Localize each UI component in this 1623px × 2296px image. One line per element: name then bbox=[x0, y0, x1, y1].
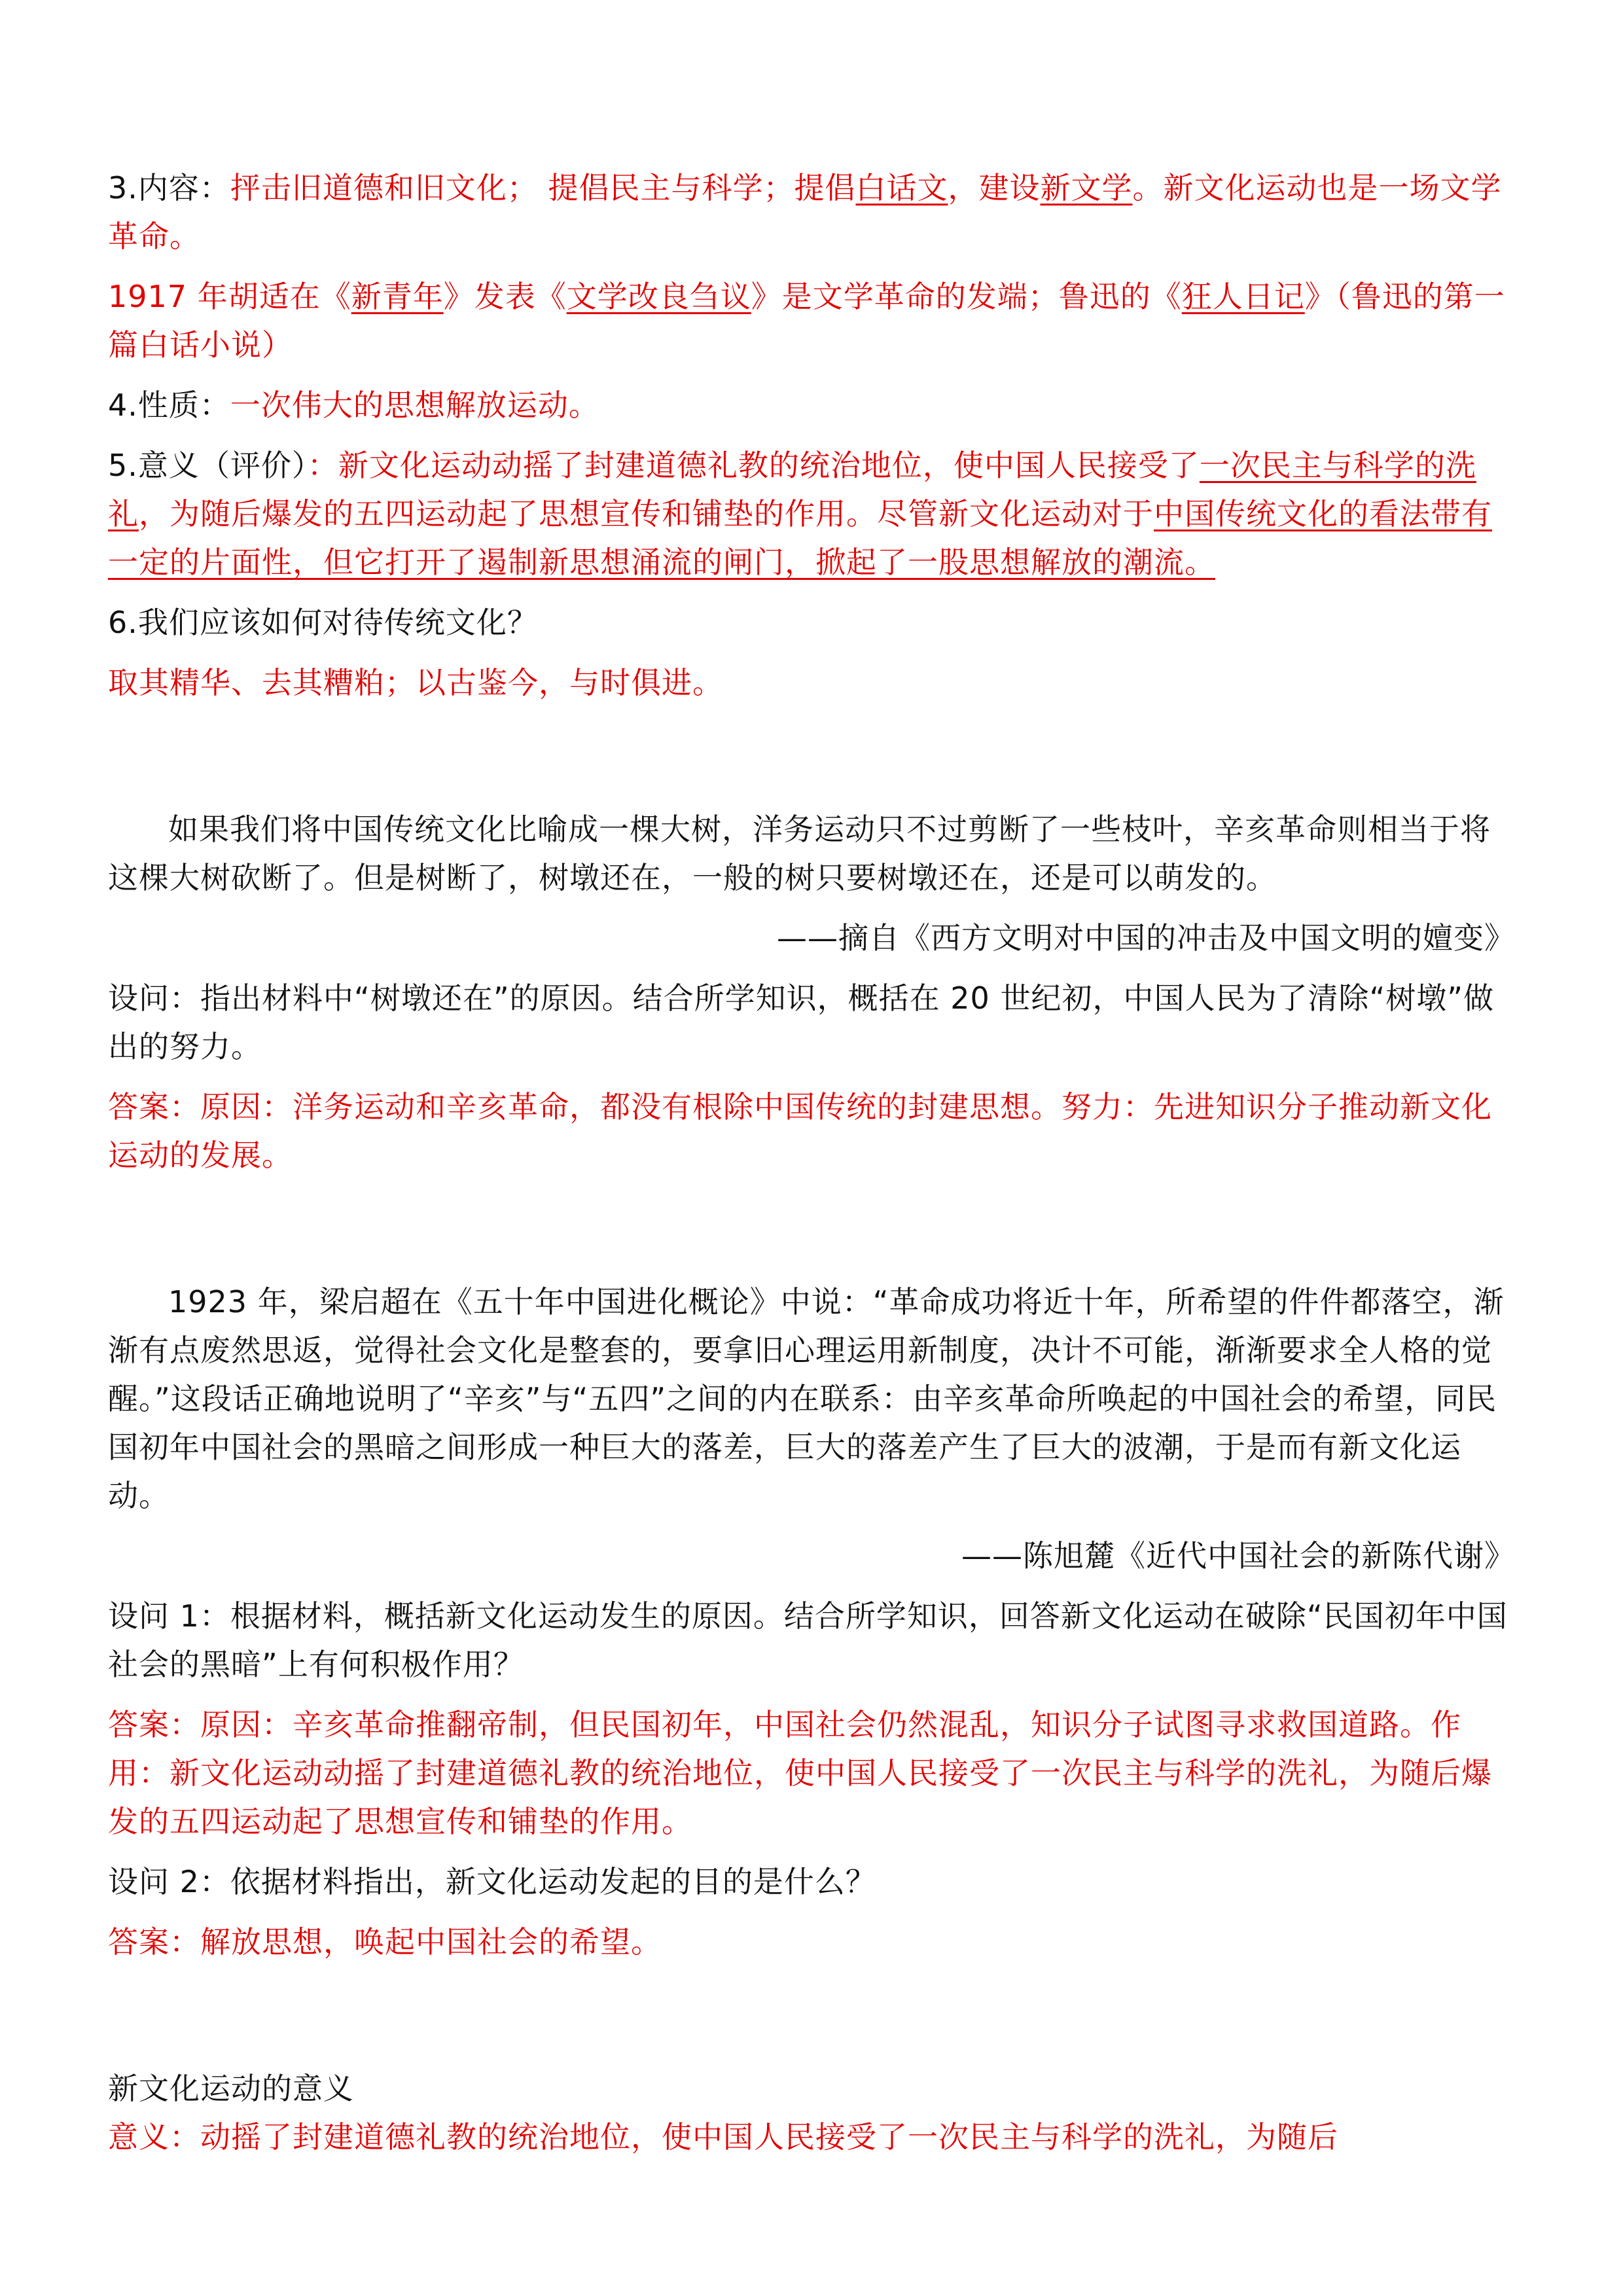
hu-shi-paragraph bbox=[108, 272, 1515, 369]
item-3-underlined-baihuawen: 白话文 bbox=[855, 170, 948, 206]
item-4-text: 一次伟大的思想解放运动。 bbox=[230, 387, 599, 423]
material-2-source: ——陈旭麓《近代中国社会的新陈代谢》 bbox=[961, 1538, 1515, 1573]
item-3-content bbox=[108, 164, 1515, 260]
hu-underlined-wenxue-gailiang: 文学改良刍议 bbox=[566, 279, 751, 314]
answer-2-2: 答案：解放思想，唤起中国社会的希望。 bbox=[108, 1924, 662, 1960]
item-6-answer: 取其精华、去其糟粕；以古鉴今，与时俱进。 bbox=[108, 665, 723, 700]
material-2: 1923 年，梁启超在《五十年中国进化概论》中说：“革命成功将近十年，所希望的件件都落空，渐渐有点废然思返，觉得社会文化是整套的，要拿旧心理运用新制度，决计不可能，渐渐要求全人格的觉醒。”这段话正确地说明了“辛亥”与“五四”之间的内在联系：由辛亥革命所唤起的中国社会的希望，同民国初年中国社会的黑暗之间形成一种巨大的落差，巨大的落差产生了巨大的波潮，于是而有新文化运动。 bbox=[108, 1284, 1505, 1513]
question-1: 设问：指出材料中“树墩还在”的原因。结合所学知识，概括在 20 世纪初，中国人民为了清除“树墩”做出的努力。 bbox=[108, 980, 1495, 1064]
question-2-2: 设问 2：依据材料指出，新文化运动发起的目的是什么？ bbox=[108, 1864, 876, 1899]
item-5-underlined-baptism: 一次民主与科学的洗礼 bbox=[108, 448, 1476, 531]
item-3-text-b: ，建设 bbox=[948, 170, 1041, 206]
item-3-text-a: 抨击旧道德和旧文化； 提倡民主与科学；提倡 bbox=[230, 170, 856, 206]
answer-2-1: 答案：原因：辛亥革命推翻帝制，但民国初年，中国社会仍然混乱，知识分子试图寻求救国道路。作用：新文化运动动摇了封建道德礼教的统治地位，使中国人民接受了一次民主与科学的洗礼，为随后爆发的五四运动起了思想宣传和铺垫的作用。 bbox=[108, 1707, 1492, 1839]
hu-text-d: 》（鲁迅的第一篇白话小说） bbox=[108, 279, 1505, 363]
question-2-1: 设问 1：根据材料，概括新文化运动发生的原因。结合所学知识，回答新文化运动在破除“民国初年中国社会的黑暗”上有何积极作用？ bbox=[108, 1598, 1508, 1682]
hu-underlined-xinqingnian: 新青年 bbox=[351, 279, 444, 314]
item-5-underlined-floodgate: 中国传统文化的看法带有一定的片面性，但它打开了遏制新思想涌流的闸门，掀起了一股思想解放的潮流。 bbox=[108, 496, 1492, 580]
item-5-label: 意义（评价） bbox=[137, 448, 308, 483]
item-5-text-b: ，为随后爆发的五四运动起了思想宣传和铺垫的作用。尽管新文化运动对于 bbox=[139, 496, 1154, 531]
item-3-underlined-xinwenxue: 新文学 bbox=[1040, 170, 1133, 206]
item-3-label: 内容： bbox=[137, 170, 230, 206]
material-1: 如果我们将中国传统文化比喻成一棵大树，洋务运动只不过剪断了一些枝叶，辛亥革命则相当于将这棵大树砍断了。但是树断了，树墩还在，一般的树只要树墩还在，还是可以萌发的。 bbox=[108, 812, 1491, 895]
document-page bbox=[108, 164, 1515, 2161]
hu-text-a: 1917 年胡适在《 bbox=[108, 279, 351, 314]
item-5-significance bbox=[108, 441, 1515, 586]
hu-text-c: 》是文学革命的发端；鲁迅的《 bbox=[751, 279, 1182, 314]
item-4-label: 性质： bbox=[137, 387, 230, 423]
hu-underlined-kuangren-riji: 狂人日记 bbox=[1181, 279, 1305, 314]
item-3-text-c: 。新文化运动也是一场文学革命。 bbox=[108, 170, 1502, 254]
item-4-number: 4. bbox=[108, 387, 138, 423]
significance-text: 意义：动摇了封建道德礼教的统治地位，使中国人民接受了一次民主与科学的洗礼，为随后 bbox=[108, 2119, 1338, 2155]
answer-1: 答案：原因：洋务运动和辛亥革命，都没有根除中国传统的封建思想。努力：先进知识分子推动新文化运动的发展。 bbox=[108, 1089, 1492, 1173]
item-5-text-a: ：新文化运动动摇了封建道德礼教的统治地位，使中国人民接受了 bbox=[307, 448, 1200, 483]
item-6-question: 6.我们应该如何对待传统文化？ bbox=[108, 605, 538, 640]
item-5-number: 5. bbox=[108, 448, 138, 483]
section-title-significance: 新文化运动的意义 bbox=[108, 2071, 354, 2106]
item-4-nature bbox=[108, 381, 1515, 429]
item-3-number: 3. bbox=[108, 170, 138, 206]
material-1-source: ——摘自《西方文明对中国的冲击及中国文明的嬗变》 bbox=[777, 920, 1515, 956]
hu-text-b: 》发表《 bbox=[443, 279, 567, 314]
